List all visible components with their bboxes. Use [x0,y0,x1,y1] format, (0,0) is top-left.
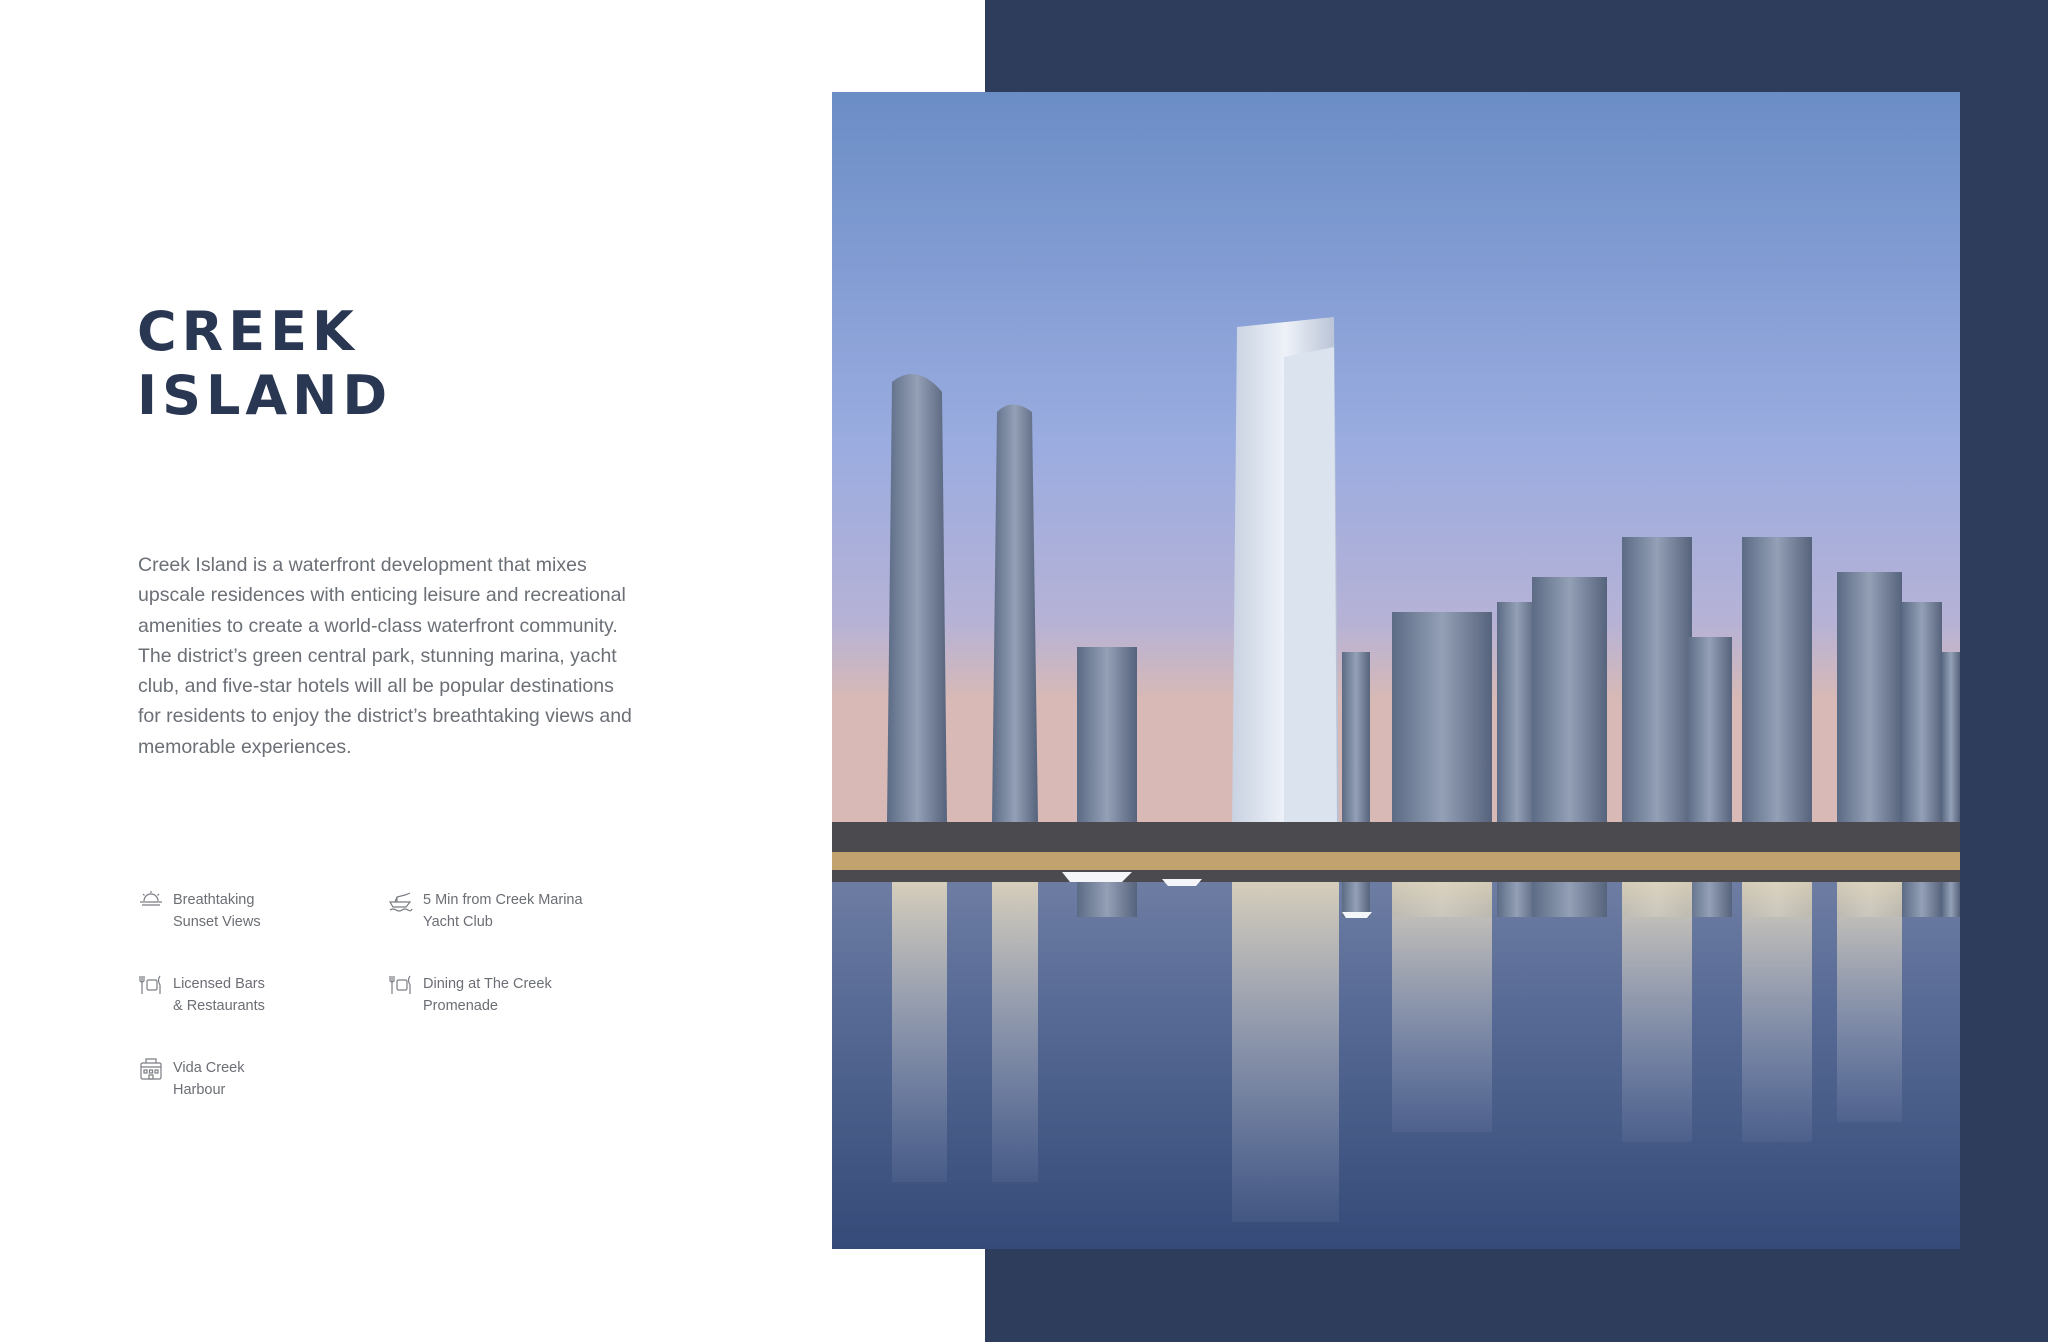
title-line-1: CREEK [137,300,359,363]
yacht-icon [388,888,414,914]
hotel-icon [138,1056,164,1082]
feature-label-line-1: Breathtaking [173,892,255,908]
description-paragraph: Creek Island is a waterfront development that mixes upscale residences with enticing leisure and recreational amenities to create a world-class waterfront community. The district’s green central park, stunning marina, yacht club, and five-star hotels will all be popular destinations for residents to enjoy the district’s breathtaking views and memorable experiences. [138,554,632,758]
feature-sunset-views [138,890,261,933]
waterfront-skyline-photo [832,92,1960,1249]
feature-creek-marina [388,890,583,933]
feature-vida-creek-harbour [138,1058,244,1101]
feature-label-line-2: Yacht Club [423,913,493,930]
feature-label-line-1: Licensed Bars [173,976,265,992]
page-title [137,300,392,428]
feature-label-line-1: Dining at The Creek [423,976,552,992]
feature-label-line-1: Vida Creek [173,1060,245,1076]
feature-licensed-bars [138,974,265,1017]
feature-label-line-2: Harbour [173,1081,226,1098]
feature-label-line-1: 5 Min from Creek Marina [423,892,583,908]
feature-dining-promenade [388,974,552,1017]
feature-label-line-2: Promenade [423,997,498,1014]
title-line-2: ISLAND [137,364,393,427]
dining-icon [138,972,164,998]
feature-label-line-2: & Restaurants [173,997,265,1014]
dining-icon [388,972,414,998]
feature-label-line-2: Sunset Views [173,913,261,930]
sunset-icon [138,888,164,914]
